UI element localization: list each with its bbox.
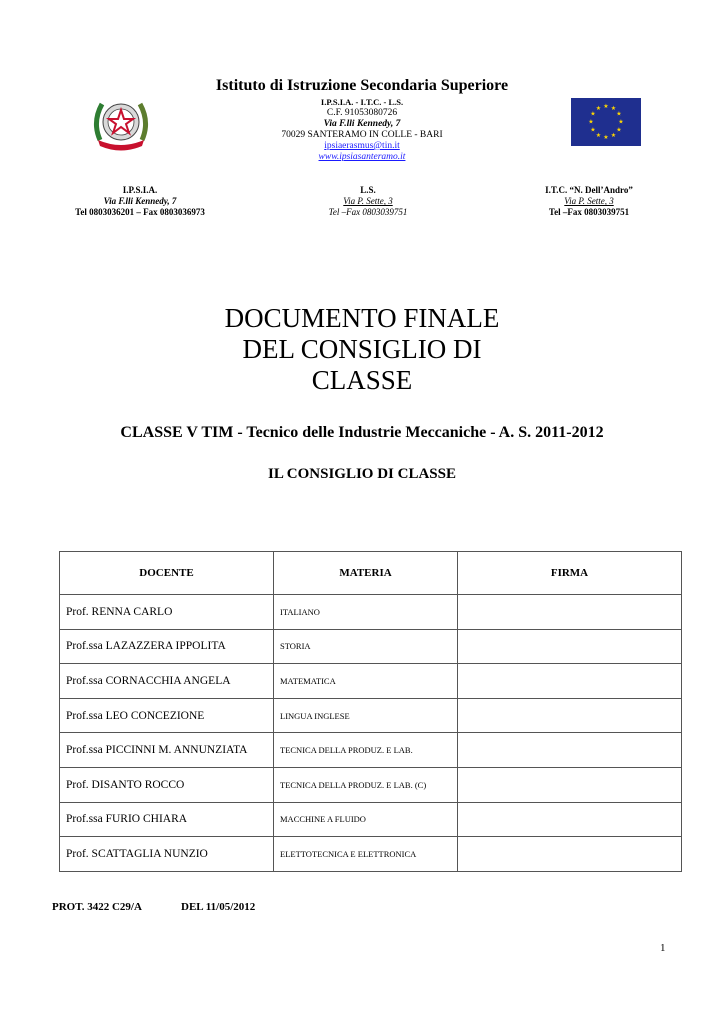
- materia-cell: LINGUA INGLESE: [274, 698, 458, 733]
- institute-city: 70029 SANTERAMO IN COLLE - BARI: [281, 130, 443, 140]
- page-number: 1: [660, 942, 666, 954]
- svg-text:★: ★: [595, 105, 602, 112]
- docente-cell: Prof.ssa LAZAZZERA IPPOLITA: [60, 629, 274, 664]
- institute-address: Via F.lli Kennedy, 7: [323, 119, 401, 129]
- materia-cell: MACCHINE A FLUIDO: [274, 802, 458, 837]
- firma-cell: [458, 767, 682, 802]
- protocol-number: PROT. 3422 C29/A: [52, 901, 142, 913]
- institute-schools: I.P.S.I.A. - I.T.C. - L.S.: [320, 97, 404, 107]
- svg-text:★: ★: [616, 126, 622, 134]
- branch-name: I.P.S.I.A.: [122, 185, 158, 195]
- council-label: IL CONSIGLIO DI CLASSE: [268, 466, 456, 482]
- firma-cell: [458, 698, 682, 733]
- eu-flag-icon: [571, 98, 641, 146]
- branch-phone: Tel –Fax 0803039751: [328, 207, 408, 217]
- firma-cell: [458, 629, 682, 664]
- table-row: [60, 733, 682, 768]
- branch-phone: Tel 0803036201 – Fax 0803036973: [75, 207, 205, 217]
- table-row: [60, 767, 682, 802]
- branch-name: I.T.C. “N. Dell’Andro”: [545, 185, 633, 195]
- materia-cell: STORIA: [274, 629, 458, 664]
- docente-cell: Prof. DISANTO ROCCO: [60, 767, 274, 802]
- docente-cell: Prof. SCATTAGLIA NUNZIO: [60, 837, 274, 872]
- institute-title: Istituto di Istruzione Secondaria Superiore: [215, 77, 509, 94]
- institute-cf: C.F. 91053080726: [326, 108, 398, 118]
- protocol-date: DEL 11/05/2012: [181, 901, 256, 913]
- table-row: [60, 595, 682, 630]
- header-firma: FIRMA: [458, 552, 682, 595]
- svg-text:★: ★: [595, 132, 602, 139]
- svg-text:★: ★: [590, 126, 596, 134]
- firma-cell: [458, 837, 682, 872]
- institute-website-link[interactable]: www.ipsiasanteramo.it: [318, 152, 406, 162]
- materia-cell: ITALIANO: [274, 595, 458, 630]
- class-description: CLASSE V TIM - Tecnico delle Industrie Meccaniche - A. S. 2011-2012: [120, 424, 604, 441]
- table-row: [60, 802, 682, 837]
- table-header-row: [60, 552, 682, 595]
- materia-cell: ELETTOTECNICA E ELETTRONICA: [274, 837, 458, 872]
- branch-address: Via F.lli Kennedy, 7: [103, 196, 177, 206]
- institute-email-link[interactable]: ipsiaerasmus@tin.it: [324, 141, 400, 151]
- branch-address: Via P. Sette, 3: [564, 196, 614, 206]
- council-table: [59, 551, 682, 872]
- branch-address: Via P. Sette, 3: [343, 196, 393, 206]
- header-docente: DOCENTE: [60, 552, 274, 595]
- title-line-2: DEL CONSIGLIO DI: [242, 334, 482, 364]
- docente-cell: Prof.ssa CORNACCHIA ANGELA: [60, 664, 274, 699]
- svg-text:★: ★: [603, 103, 609, 110]
- table-row: [60, 664, 682, 699]
- branch-name: L.S.: [360, 185, 376, 195]
- title-line-3: CLASSE: [311, 365, 413, 395]
- table-row: [60, 837, 682, 872]
- svg-text:★: ★: [590, 110, 596, 118]
- italian-republic-emblem-icon: [90, 92, 152, 154]
- svg-text:★: ★: [603, 134, 609, 141]
- firma-cell: [458, 733, 682, 768]
- materia-cell: MATEMATICA: [274, 664, 458, 699]
- branch-phone: Tel –Fax 0803039751: [548, 207, 630, 217]
- header-materia: MATERIA: [274, 552, 458, 595]
- docente-cell: Prof.ssa FURIO CHIARA: [60, 802, 274, 837]
- svg-text:★: ★: [610, 132, 617, 139]
- firma-cell: [458, 802, 682, 837]
- svg-text:★: ★: [610, 105, 617, 112]
- branch-ls: [268, 185, 468, 218]
- branch-itc: [489, 185, 689, 218]
- docente-cell: Prof. RENNA CARLO: [60, 595, 274, 630]
- table-row: [60, 698, 682, 733]
- docente-cell: Prof.ssa PICCINNI M. ANNUNZIATA: [60, 733, 274, 768]
- firma-cell: [458, 664, 682, 699]
- materia-cell: TECNICA DELLA PRODUZ. E LAB. (C): [274, 767, 458, 802]
- document-title: [130, 303, 594, 396]
- materia-cell: TECNICA DELLA PRODUZ. E LAB.: [274, 733, 458, 768]
- svg-text:★: ★: [618, 118, 624, 126]
- docente-cell: Prof.ssa LEO CONCEZIONE: [60, 698, 274, 733]
- table-row: [60, 629, 682, 664]
- title-line-1: DOCUMENTO FINALE: [224, 303, 500, 333]
- firma-cell: [458, 595, 682, 630]
- branch-ipsia: [40, 185, 240, 218]
- svg-text:★: ★: [588, 118, 594, 126]
- svg-text:★: ★: [616, 110, 622, 118]
